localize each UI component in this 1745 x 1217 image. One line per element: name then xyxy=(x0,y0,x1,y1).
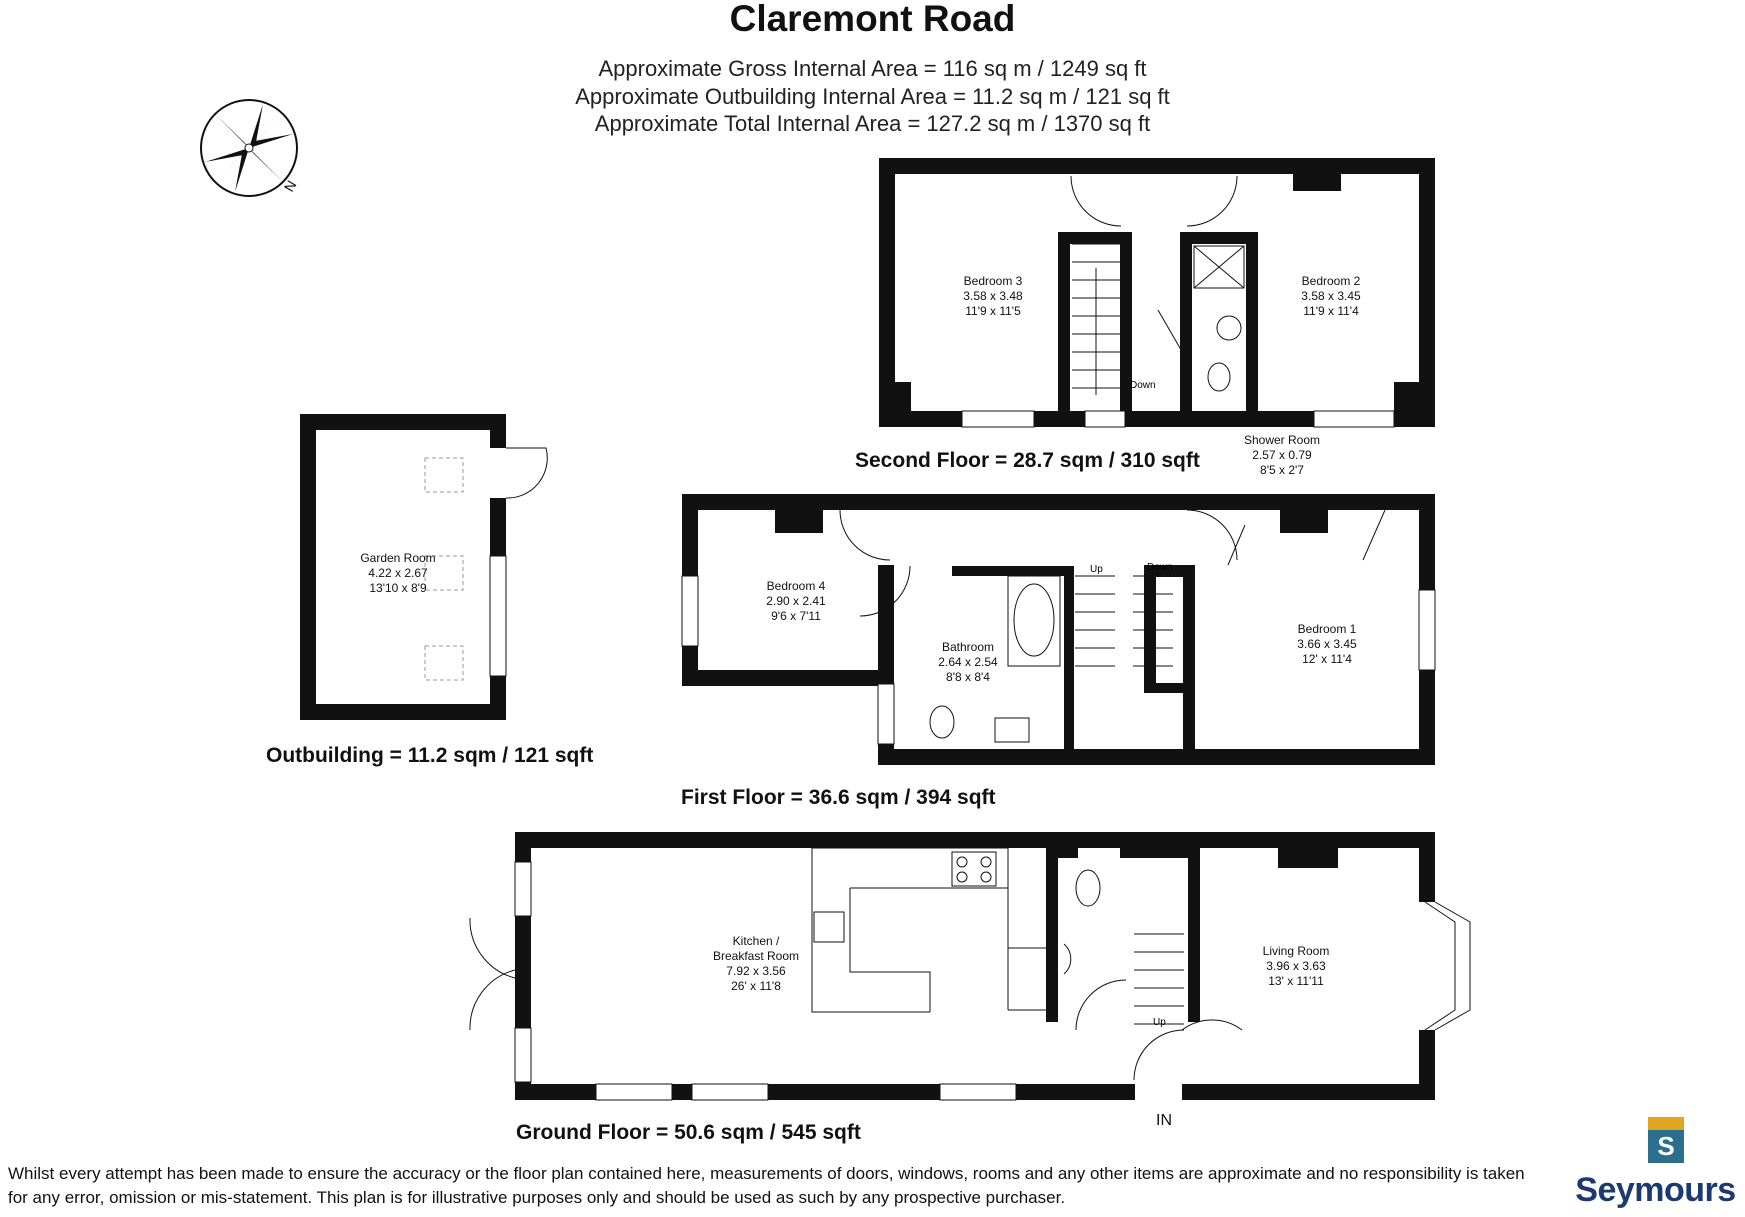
ground-floor-area-label: Ground Floor = 50.6 sqm / 545 sqft xyxy=(516,1121,861,1144)
plan-title: Claremont Road xyxy=(729,0,1016,39)
room-label-kitchen: Kitchen / Breakfast Room 7.92 x 3.56 26' x 11'8 xyxy=(712,934,800,993)
room-label-garden-room: Garden Room 4.22 x 2.67 13'10 x 8'9 xyxy=(360,551,436,595)
outbuilding-area-label: Outbuilding = 11.2 sqm / 121 sqft xyxy=(266,744,594,767)
brand-name: Seymours xyxy=(1575,1171,1736,1209)
room-label-bedroom-3: Bedroom 3 3.58 x 3.48 11'9 x 11'5 xyxy=(963,274,1023,318)
svg-text:S: S xyxy=(1657,1131,1675,1161)
room-label-bedroom-4: Bedroom 4 2.90 x 2.41 9'6 x 7'11 xyxy=(766,579,826,623)
north-label: N xyxy=(280,177,300,195)
room-label-living-room: Living Room 3.96 x 3.63 13' x 11'11 xyxy=(1262,944,1330,988)
gross-area-text: Approximate Gross Internal Area = 116 sq m / 1249 sq ft xyxy=(598,56,1147,81)
stair-up-label-ground: Up xyxy=(1153,1017,1166,1028)
total-area-text: Approximate Total Internal Area = 127.2 sq m / 1370 sq ft xyxy=(594,111,1151,136)
stair-up-label-first: Up xyxy=(1090,564,1103,575)
stair-down-label-second: Down xyxy=(1130,380,1156,391)
room-label-bedroom-1: Bedroom 1 3.66 x 3.45 12' x 11'4 xyxy=(1297,622,1357,666)
outbuilding-area-text: Approximate Outbuilding Internal Area = 11.2 sq m / 121 sq ft xyxy=(575,84,1170,109)
room-label-bedroom-2: Bedroom 2 3.58 x 3.45 11'9 x 11'4 xyxy=(1301,274,1361,318)
disclaimer-text: Whilst every attempt has been made to ensure the accuracy or the floor plan contained here, measurements of doors, windows, rooms and any other items are approximate and no responsibility is taken for any error, omission or mis-statement. This plan is for illustrative purposes only and should be used as such by any prospective purchaser. xyxy=(8,1164,1525,1207)
first-floor-area-label: First Floor = 36.6 sqm / 394 sqft xyxy=(681,786,996,809)
stair-down-label-first: Down xyxy=(1147,562,1173,573)
room-label-shower-room: Shower Room 2.57 x 0.79 8'5 x 2'7 xyxy=(1243,433,1321,477)
room-label-bathroom: Bathroom 2.64 x 2.54 8'8 x 8'4 xyxy=(938,640,998,684)
seymours-logo xyxy=(1568,1115,1743,1215)
entrance-label: IN xyxy=(1156,1112,1172,1129)
second-floor-area-label: Second Floor = 28.7 sqm / 310 sqft xyxy=(855,449,1200,472)
